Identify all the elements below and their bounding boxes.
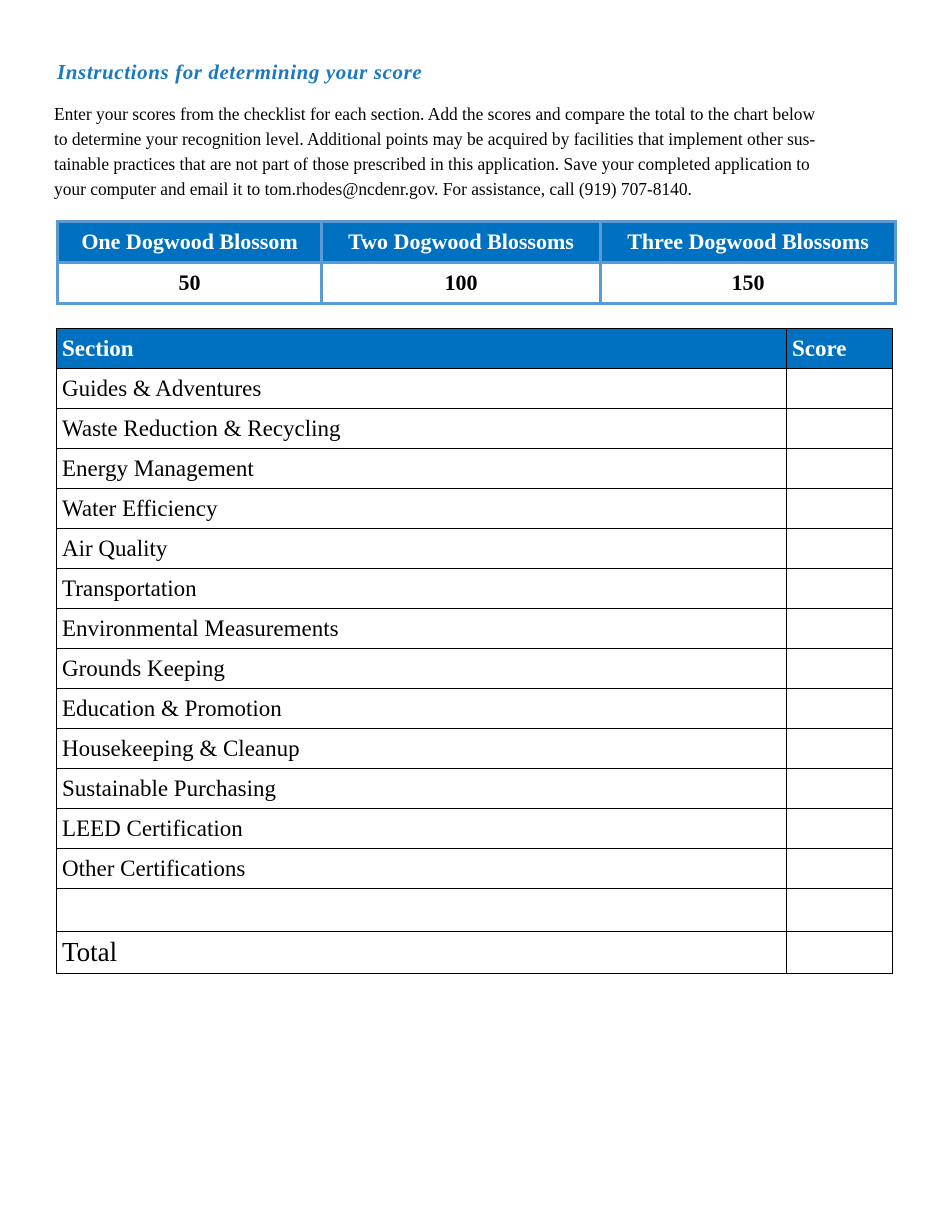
instructions-line: to determine your recognition level. Additional points may be acquired by facilities that implement other sus-: [54, 129, 816, 149]
score-cell[interactable]: [787, 529, 893, 569]
section-name: Housekeeping & Cleanup: [57, 729, 787, 769]
table-row: [57, 449, 893, 489]
table-row: [57, 809, 893, 849]
section-name: LEED Certification: [57, 809, 787, 849]
section-name: Energy Management: [57, 449, 787, 489]
section-name: Sustainable Purchasing: [57, 769, 787, 809]
section-name: Guides & Adventures: [57, 369, 787, 409]
score-cell[interactable]: [787, 809, 893, 849]
section-name: Education & Promotion: [57, 689, 787, 729]
table-row: [57, 489, 893, 529]
instructions-line: your computer and email it to tom.rhodes@ncdenr.gov. For assistance, call (919) 707-8140.: [54, 179, 692, 199]
score-cell[interactable]: [787, 689, 893, 729]
score-cell[interactable]: [787, 569, 893, 609]
level-value-two: 100: [322, 263, 601, 304]
section-name: Air Quality: [57, 529, 787, 569]
score-cell[interactable]: [787, 609, 893, 649]
total-row: [57, 932, 893, 974]
table-row: [57, 769, 893, 809]
score-cell[interactable]: [787, 849, 893, 889]
score-cell[interactable]: [787, 649, 893, 689]
instructions-line: Enter your scores from the checklist for each section. Add the scores and compare the total to the chart below: [54, 104, 816, 124]
score-cell[interactable]: [787, 729, 893, 769]
section-name: Water Efficiency: [57, 489, 787, 529]
section-column-header: Section: [57, 329, 787, 369]
level-value-three: 150: [601, 263, 896, 304]
score-cell[interactable]: [787, 369, 893, 409]
table-row: [57, 689, 893, 729]
score-cell[interactable]: [787, 889, 893, 932]
section-score-table: [56, 328, 893, 974]
section-name: Transportation: [57, 569, 787, 609]
level-header-two: Two Dogwood Blossoms: [322, 222, 601, 263]
instructions-heading: Instructions for determining your score: [57, 60, 423, 84]
table-row: [57, 889, 893, 932]
recognition-levels-table: [56, 220, 897, 305]
section-name: Environmental Measurements: [57, 609, 787, 649]
score-cell[interactable]: [787, 449, 893, 489]
score-column-header: Score: [787, 329, 893, 369]
table-row: [57, 729, 893, 769]
table-row: [57, 569, 893, 609]
table-row: [57, 409, 893, 449]
table-row: [57, 609, 893, 649]
instructions-paragraph: [54, 102, 884, 202]
section-name: Other Certifications: [57, 849, 787, 889]
total-label: Total: [57, 932, 787, 974]
section-name[interactable]: [57, 889, 787, 932]
level-value-one: 50: [58, 263, 322, 304]
total-score-cell[interactable]: [787, 932, 893, 974]
table-row: [57, 849, 893, 889]
score-cell[interactable]: [787, 409, 893, 449]
table-row: [57, 369, 893, 409]
level-header-one: One Dogwood Blossom: [58, 222, 322, 263]
table-row: [57, 529, 893, 569]
level-header-three: Three Dogwood Blossoms: [601, 222, 896, 263]
score-cell[interactable]: [787, 769, 893, 809]
section-name: Waste Reduction & Recycling: [57, 409, 787, 449]
instructions-line: tainable practices that are not part of those prescribed in this application. Save your completed application to: [54, 154, 810, 174]
table-row: [57, 649, 893, 689]
section-name: Grounds Keeping: [57, 649, 787, 689]
score-cell[interactable]: [787, 489, 893, 529]
